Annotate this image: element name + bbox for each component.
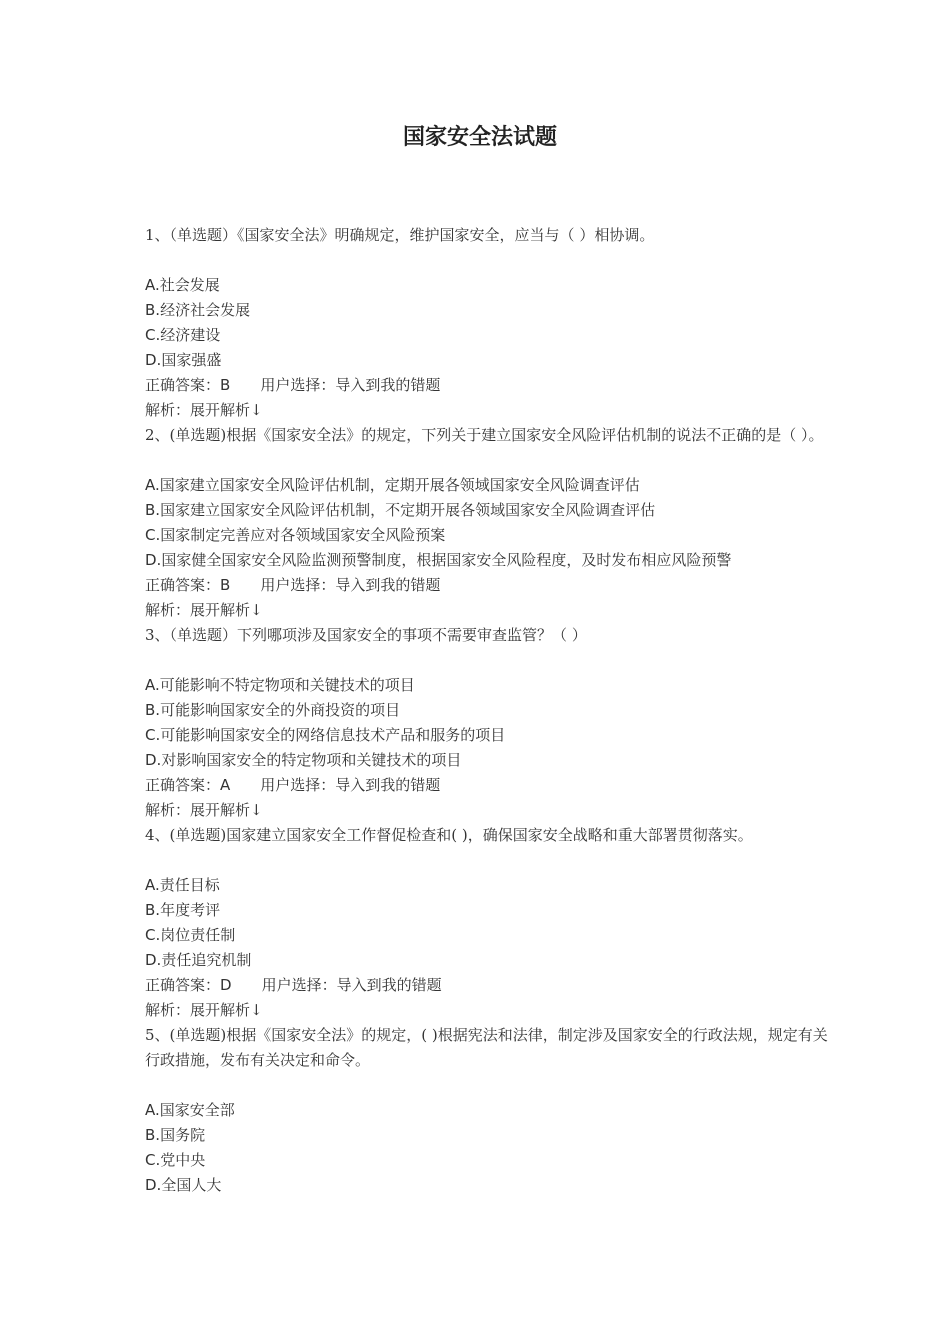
- option-a: A.社会发展: [145, 276, 220, 294]
- option-b: B.年度考评: [145, 901, 221, 919]
- answer-label: 正确答案：: [145, 976, 221, 994]
- option-d: D.对影响国家安全的特定物项和关键技术的项目: [145, 751, 462, 769]
- option-a: A.国家建立国家安全风险评估机制，定期开展各领域国家安全风险调查评估: [145, 476, 640, 494]
- question-stem: 3、（单选题）下列哪项涉及国家安全的事项不需要审查监管？（ ）: [145, 626, 587, 644]
- question-stem: 1、（单选题）《国家安全法》明确规定，维护国家安全，应当与（ ）相协调。: [145, 226, 655, 244]
- analysis-toggle[interactable]: 解析：展开解析↓: [145, 601, 263, 619]
- question-5: [145, 1023, 835, 1198]
- option-b: B.经济社会发展: [145, 301, 251, 319]
- user-choice-link[interactable]: 用户选择：导入到我的错题: [260, 376, 441, 394]
- option-a: A.责任目标: [145, 876, 220, 894]
- correct-answer: B: [220, 576, 231, 594]
- answer-label: 正确答案：: [145, 776, 221, 794]
- question-2: [145, 423, 835, 623]
- question-stem: 2、(单选题)根据《国家安全法》的规定，下列关于建立国家安全风险评估机制的说法不正确的是（ ）。: [145, 426, 824, 444]
- answer-row: [145, 973, 835, 998]
- user-choice-link[interactable]: 用户选择：导入到我的错题: [261, 976, 442, 994]
- question-4: [145, 823, 835, 1023]
- question-list: [145, 223, 835, 1198]
- answer-row: [145, 373, 835, 398]
- question-1: [145, 223, 835, 423]
- document-title: 国家安全法试题: [402, 124, 557, 150]
- option-c: C.岗位责任制: [145, 926, 236, 944]
- option-d: D.责任追究机制: [145, 951, 252, 969]
- option-a: A.国家安全部: [145, 1101, 235, 1119]
- option-b: B.国务院: [145, 1126, 206, 1144]
- answer-label: 正确答案：: [145, 576, 221, 594]
- analysis-toggle[interactable]: 解析：展开解析↓: [145, 1001, 263, 1019]
- correct-answer: D: [220, 976, 232, 994]
- answer-row: [145, 573, 835, 598]
- analysis-toggle[interactable]: 解析：展开解析↓: [145, 801, 263, 819]
- user-choice-link[interactable]: 用户选择：导入到我的错题: [260, 576, 441, 594]
- question-stem: 4、(单选题)国家建立国家安全工作督促检查和( )，确保国家安全战略和重大部署贯彻落实。: [145, 826, 753, 844]
- option-c: C.经济建设: [145, 326, 221, 344]
- analysis-toggle[interactable]: 解析：展开解析↓: [145, 401, 263, 419]
- option-c: C.可能影响国家安全的网络信息技术产品和服务的项目: [145, 726, 506, 744]
- option-b: B.国家建立国家安全风险评估机制，不定期开展各领域国家安全风险调查评估: [145, 501, 656, 519]
- option-c: C.国家制定完善应对各领域国家安全风险预案: [145, 526, 446, 544]
- option-c: C.党中央: [145, 1151, 206, 1169]
- answer-row: [145, 773, 835, 798]
- option-b: B.可能影响国家安全的外商投资的项目: [145, 701, 401, 719]
- user-choice-link[interactable]: 用户选择：导入到我的错题: [260, 776, 441, 794]
- correct-answer: B: [220, 376, 231, 394]
- option-d: D.国家强盛: [145, 351, 222, 369]
- question-3: [145, 623, 835, 823]
- answer-label: 正确答案：: [145, 376, 221, 394]
- option-d: D.国家健全国家安全风险监测预警制度，根据国家安全风险程度，及时发布相应风险预警: [145, 551, 732, 569]
- option-d: D.全国人大: [145, 1176, 222, 1194]
- option-a: A.可能影响不特定物项和关键技术的项目: [145, 676, 415, 694]
- correct-answer: A: [220, 776, 231, 794]
- question-stem: 5、(单选题)根据《国家安全法》的规定，( )根据宪法和法律，制定涉及国家安全的行政法规，规定有关行政措施，发布有关决定和命令。: [145, 1026, 828, 1069]
